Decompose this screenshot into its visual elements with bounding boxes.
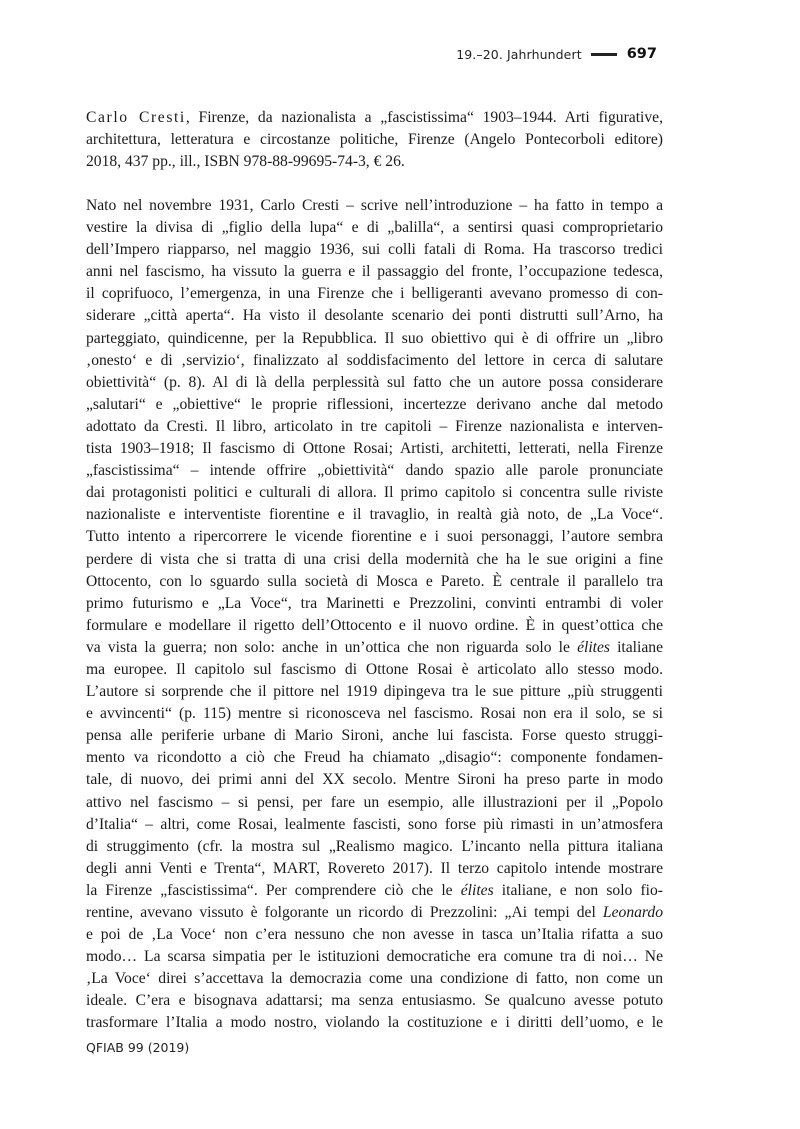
body-line: formulare e modellare il rigetto dell’Ottocento e il nuovo ordine. È in quest’ottica che bbox=[86, 616, 663, 634]
italic-title: Leonardo bbox=[602, 904, 663, 921]
body-line: dai protagonisti politici e culturali di allora. Il primo capitolo si concentra sulle riviste bbox=[86, 484, 663, 502]
biblio-line: architettura, letteratura e circostanze politiche, Firenze (Angelo Pontecorboli editore) bbox=[86, 131, 663, 149]
italic-term: élites bbox=[460, 881, 494, 899]
journal-footer: QFIAB 99 (2019) bbox=[86, 1040, 190, 1055]
body-line: adottato da Cresti. Il libro, articolato in tre capitoli – Firenze nazionalista e interven- bbox=[86, 417, 663, 435]
body-line: obiettività“ (p. 8). Al di là della perplessità sul fatto che un autore possa considerare bbox=[86, 373, 663, 391]
body-line: tista 1903–1918; Il fascismo di Ottone Rosai; Artisti, architetti, letterati, nella Firenze bbox=[86, 440, 663, 458]
body-line: trasformare l’Italia a modo nostro, violando la costituzione e i diritti dell’uomo, e le bbox=[86, 1014, 663, 1032]
body-line: degli anni Venti e Trenta“, MART, Rovereto 2017). Il terzo capitolo intende mostrare bbox=[86, 859, 663, 877]
body-line: ideale. C’era e bisognava adattarsi; ma senza entusiasmo. Se qualcuno avesse potuto bbox=[86, 992, 663, 1010]
body-text-run: la Firenze „fascistissima“. Per comprendere ciò che le bbox=[86, 881, 453, 899]
body-line: ‚La Voce‘ direi s’accettava la democrazia come una condizione di fatto, non come un bbox=[86, 970, 663, 988]
biblio-line: 2018, 437 pp., ill., ISBN 978-88-99695-74-3, € 26. bbox=[86, 153, 405, 171]
body-line: anni nel fascismo, ha vissuto la guerra e il passaggio del fronte, l’occupazione tedesca, bbox=[86, 263, 663, 281]
running-head-rule bbox=[591, 53, 617, 56]
body-line: vestire la divisa di „figlio della lupa“ e di „balilla“, a sentirsi quasi comproprietario bbox=[86, 219, 663, 237]
biblio-title: , Firenze, da nazionalista a „fascistissima“ 1903–1944. Arti figurative, bbox=[185, 109, 663, 126]
body-line: e avvincenti“ (p. 115) mentre si riconosceva nel fascismo. Rosai non era il solo, se si bbox=[86, 705, 663, 723]
bibliographic-entry bbox=[86, 107, 663, 173]
body-line: ‚onesto‘ e di ‚servizio‘, finalizzato al soddisfacimento del lettore in cerca di salutare bbox=[86, 351, 663, 369]
biblio-line bbox=[86, 107, 663, 129]
body-line: tale, di nuovo, dei primi anni del XX secolo. Mentre Sironi ha preso parte in modo bbox=[86, 771, 663, 789]
body-line: primo futurismo e „La Voce“, tra Marinetti e Prezzolini, convinti entrambi di voler bbox=[86, 594, 663, 612]
page-number: 697 bbox=[626, 46, 657, 62]
body-line bbox=[86, 880, 663, 902]
reviewed-author: Carlo Cresti bbox=[86, 109, 186, 126]
body-line: di struggimento (cfr. la mostra sul „Realismo magico. L’incanto nella pittura italiana bbox=[86, 837, 663, 855]
body-line: dell’Impero riapparso, nel maggio 1936, sui colli fatali di Roma. Ha trascorso tredici bbox=[86, 241, 663, 259]
body-line: Tutto intento a ripercorrere le vicende fiorentine e i suoi personaggi, l’autore sembra bbox=[86, 528, 663, 546]
body-line: Nato nel novembre 1931, Carlo Cresti – scrive nell’introduzione – ha fatto in tempo a bbox=[86, 197, 663, 214]
running-title: 19.–20. Jahrhundert bbox=[456, 46, 582, 62]
body-line: attivo nel fascismo – si pensi, per fare un esempio, alle illustrazioni per il „Popolo bbox=[86, 793, 663, 811]
body-line bbox=[86, 902, 663, 924]
running-head bbox=[456, 44, 657, 64]
body-line: parteggiato, quindicenne, per la Repubblica. Il suo obiettivo qui è di offrire un „libro bbox=[86, 329, 663, 347]
body-line: perdere di vista che si tratta di una crisi della modernità che ha le sue origini a fine bbox=[86, 550, 663, 568]
body-line: siderare „città aperta“. Ha visto il desolante scenario dei ponti distrutti sull’Arno, ha bbox=[86, 307, 663, 325]
body-line: pensa alle periferie urbane di Mario Sironi, anche lui fascista. Forse questo struggi- bbox=[86, 727, 663, 745]
body-line: mento va ricondotto a ciò che Freud ha chiamato „disagio“: componente fondamen- bbox=[86, 749, 663, 767]
italic-term: élites bbox=[577, 638, 610, 656]
body-line: d’Italia“ – altri, come Rosai, lealmente fascisti, sono forse più rimasti in un’atmosfera bbox=[86, 815, 663, 833]
review-body bbox=[86, 195, 663, 1035]
body-line: nazionaliste e interventiste fiorentine e il travaglio, in realtà già noto, de „La Voce“. bbox=[86, 506, 663, 524]
body-line: „fascistissima“ – intende offrire „obiettività“ dando spazio alle parole pronunciate bbox=[86, 462, 663, 480]
body-line: e poi de ‚La Voce‘ non c’era nessuno che non avesse in tasca un’Italia rifatta a suo bbox=[86, 926, 663, 944]
body-line: L’autore si sorprende che il pittore nel 1919 dipingeva tra le sue pitture „più struggenti bbox=[86, 683, 663, 701]
body-text-run: va vista la guerra; non solo: anche in un’ottica che non riguarda solo le bbox=[86, 638, 570, 656]
body-line: ma europee. Il capitolo sul fascismo di Ottone Rosai è articolato allo stesso modo. bbox=[86, 660, 663, 678]
body-line: Ottocento, con lo sguardo sulla società di Mosca e Pareto. È centrale il parallelo tra bbox=[86, 572, 663, 590]
body-text-run: italiane bbox=[609, 638, 663, 656]
body-text-run: rentine, avevano vissuto è folgorante un ricordo di Prezzolini: „Ai tempi del bbox=[86, 904, 596, 921]
body-line bbox=[86, 637, 663, 659]
body-line: il coprifuoco, l’emergenza, in una Firenze che i belligeranti avevano promesso di con- bbox=[86, 285, 663, 303]
body-text-run: italiane, e non solo fio- bbox=[493, 881, 663, 899]
body-line: „salutari“ e „obiettive“ le proprie riflessioni, incertezze derivano anche dal metodo bbox=[86, 395, 663, 413]
body-line: modo… La scarsa simpatia per le istituzioni democratiche era comune tra di noi… Ne bbox=[86, 948, 663, 966]
